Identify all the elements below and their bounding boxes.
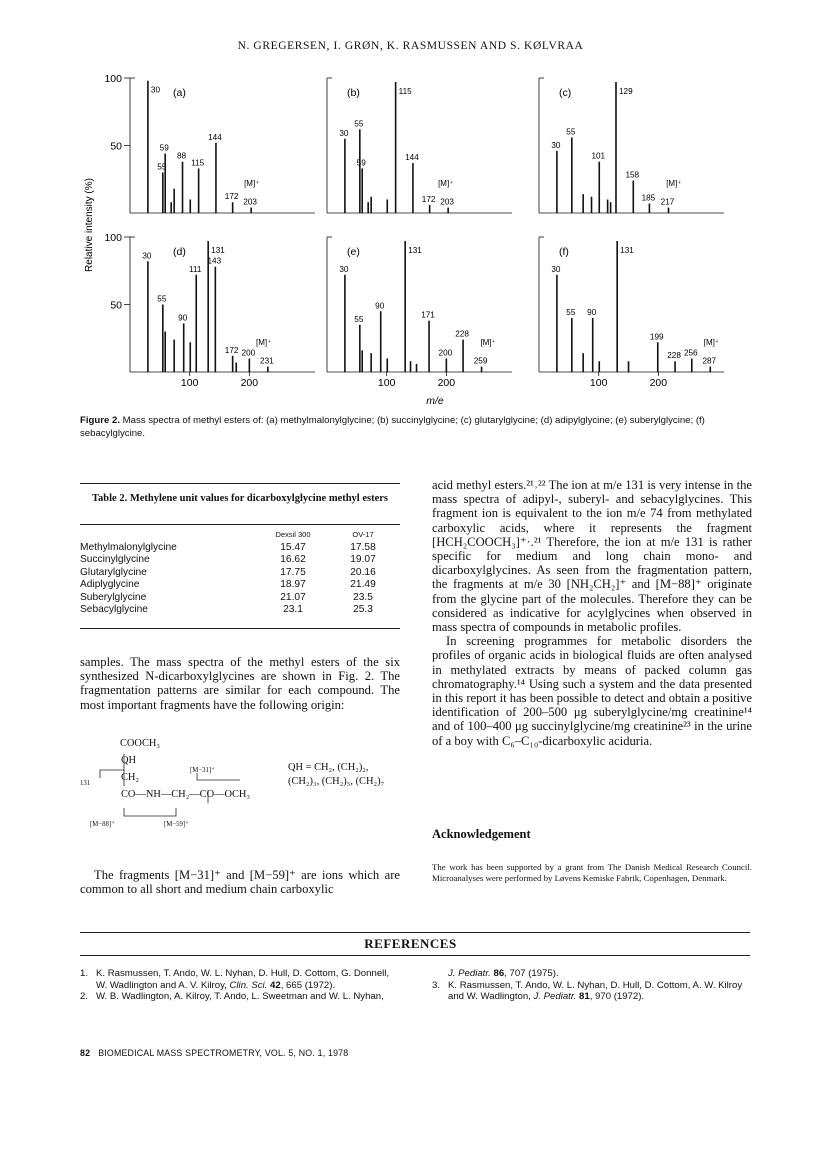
peak-label: 30 xyxy=(551,264,561,274)
table-row xyxy=(80,542,398,554)
y-tick-label: 50 xyxy=(110,299,122,312)
peak-label: 101 xyxy=(591,151,606,161)
dexsil-value: 16.62 xyxy=(280,554,306,566)
peak-label: 129 xyxy=(618,87,633,97)
peak-label: 55 xyxy=(354,119,364,129)
formula-label-m31: [M−31]⁺ xyxy=(190,767,215,774)
fragmentation-formula xyxy=(80,738,410,858)
table-col-ov17: OV-17 xyxy=(352,530,374,539)
molecular-ion-label: [M]⁺ xyxy=(480,338,496,347)
peak-label: 111 xyxy=(189,264,202,274)
peak-label: 90 xyxy=(587,308,597,317)
peak-label: 30 xyxy=(551,140,561,150)
peak-label: 172 xyxy=(224,192,239,202)
panel-id: (b) xyxy=(347,87,360,99)
peak-label: 256 xyxy=(683,348,698,358)
peak-label: 200 xyxy=(241,348,256,358)
refs-top-rule xyxy=(80,932,750,933)
peak-label: 203 xyxy=(243,197,257,207)
formula-cooch3: COOCH₃ xyxy=(120,738,160,749)
row-name: Sebacylglycine xyxy=(80,604,148,616)
x-tick-label: 200 xyxy=(240,377,259,389)
y-axis-label: Relative intensity (%) xyxy=(84,178,95,272)
running-header: N. GREGERSEN, I. GRØN, K. RASMUSSEN AND S. KØLVRAA xyxy=(237,40,584,52)
peak-label: 172 xyxy=(421,194,436,204)
peak-label: 203 xyxy=(440,197,454,207)
panel-id: (a) xyxy=(173,87,186,99)
peak-label: 90 xyxy=(375,301,385,311)
ov17-value: 21.49 xyxy=(350,579,376,591)
molecular-ion-label: [M]⁺ xyxy=(438,179,454,188)
peak-label: 59 xyxy=(159,143,169,153)
peak-label: 30 xyxy=(339,128,349,138)
table-top-rule xyxy=(80,483,400,484)
dexsil-value: 23.1 xyxy=(283,604,303,616)
table-row xyxy=(80,604,398,616)
references-left xyxy=(80,968,402,1003)
y-tick-label: 100 xyxy=(104,73,122,85)
table-row xyxy=(80,554,398,566)
table-row xyxy=(80,592,398,604)
peak-label: 55 xyxy=(354,314,364,324)
formula-label-m59: [M−59]⁺ xyxy=(164,821,189,828)
left-paragraph-1: samples. The mass spectra of the methyl esters of the six synthesized N-dicarboxylglycines are shown in Fig. 2. The fragmentation patterns are similar for each compound. The most important fragments have the following origin: xyxy=(80,655,400,712)
left-paragraph-2: The fragments [M−31]⁺ and [M−59]⁺ are ions which are common to all short and medium chain carboxylic xyxy=(80,868,400,897)
peak-label: 199 xyxy=(649,332,664,342)
peak-label: 90 xyxy=(178,313,188,323)
peak-label: 55 xyxy=(157,162,167,172)
figure-caption-label: Figure 2. xyxy=(80,415,120,426)
ov17-value: 19.07 xyxy=(350,554,376,566)
journal-name: BIOMEDICAL MASS SPECTROMETRY, VOL. 5, NO. 1, 1978 xyxy=(98,1048,349,1058)
reference-number: 3. xyxy=(432,979,441,991)
acknowledgement-text: The work has been supported by a grant from The Danish Medical Research Council. Microanalyses were performed by Løvens Kemiske Fabrik, Copenhagen, Denmark. xyxy=(432,862,752,883)
peak-label: 217 xyxy=(660,197,675,207)
peak-label: 115 xyxy=(398,87,412,97)
references-title: REFERENCES xyxy=(364,936,457,951)
formula-label-131: 131 xyxy=(80,780,91,787)
right-paragraph-2: In screening programmes for metabolic disorders the profiles of organic acids in biological fluids are often analysed in methylated extracts by means of packed column gas chromatography.¹⁴ Using such a system and the data presented in this report it has been possible to detect and obtain a positive identification of 200–500 μg suberylglycine/mg creatinine¹⁴ and of 100–400 μg succinylglycine/mg creatinine²³ in the urine of a boy with C₆–C₁₀-dicarboxylic aciduria. xyxy=(432,634,752,748)
panel-id: (e) xyxy=(347,246,360,258)
peak-label: 30 xyxy=(142,251,152,261)
dexsil-value: 21.07 xyxy=(280,591,306,603)
peak-label: 144 xyxy=(208,132,222,142)
references-right xyxy=(432,968,754,1003)
reference-item xyxy=(80,991,402,1003)
reference-pages: , 665 (1972). xyxy=(280,979,336,991)
left-column-text-2 xyxy=(80,868,400,896)
peak-label: 172 xyxy=(224,345,239,355)
x-axis-label: m/e xyxy=(426,395,444,407)
table-bottom-rule xyxy=(80,628,400,629)
peak-label: 158 xyxy=(625,170,640,180)
ov17-value: 25.3 xyxy=(353,604,373,616)
table-row xyxy=(80,567,398,579)
row-name: Succinylglycine xyxy=(80,554,150,566)
refs-bottom-rule xyxy=(80,955,750,956)
peak-label: 30 xyxy=(150,85,161,95)
formula-label-m88: [M−88]⁺ xyxy=(90,821,115,828)
peak-label: 131 xyxy=(620,246,634,256)
reference-pages: , 970 (1972). xyxy=(589,991,645,1003)
ov17-value: 23.5 xyxy=(353,591,373,603)
table-col-dexsil: Dexsil 300 xyxy=(275,530,311,539)
right-paragraph-1: acid methyl esters.²¹˒²² The ion at m/e 131 is very intense in the mass spectra of adipyl-, suberyl- and sebacylglycines. This fragment ion is equivalent to the ion m/e 74 from methylated carboxylic acids, where it represents the fragment [HCH₂COOCH₃]⁺·.²¹ Therefore, the ion at m/e 131 is rather specific for medium and long chain mono- and dicarboxylglycines. As seen from the fragmentation pattern, the fragments at m/e 30 [NH₂CH₂]⁺ and [M−88]⁺ originate from the glycine part of the molecules. Therefore they can be considered as indicative for acylglycines when observed in mass spectra of compounds in metabolic profiles. xyxy=(432,478,752,635)
ov17-value: 20.16 xyxy=(350,566,376,578)
row-name: Suberylglycine xyxy=(80,591,147,603)
reference-journal: Clin. Sci. xyxy=(229,979,268,991)
table-title: Table 2. Methylene unit values for dicarboxylglycine methyl esters xyxy=(91,493,389,504)
peak-label: 231 xyxy=(260,356,274,366)
figure-caption-text: Mass spectra of methyl esters of: (a) methylmalonylglycine; (b) succinylglycine; (c) glutarylglycine; (d) adipylglycine; (e) suberylglycine; (f) sebacylglycine. xyxy=(80,415,705,439)
panel-id: (c) xyxy=(559,87,572,99)
x-tick-label: 100 xyxy=(377,377,396,389)
peak-label: 143 xyxy=(207,256,222,266)
reference-authors: K. Rasmussen, T. Ando, W. L. Nyhan, D. Hull, D. Cottom, G. Donnell, W. Wadlington and A. V. Kilroy, xyxy=(96,968,390,991)
molecular-ion-label: [M]⁺ xyxy=(666,179,682,188)
formula-ch2: CH₂ xyxy=(121,772,140,783)
peak-label: 131 xyxy=(408,246,422,256)
dexsil-value: 15.47 xyxy=(280,542,306,553)
acknowledgement-title: Acknowledgement xyxy=(432,827,531,841)
peak-label: 59 xyxy=(356,158,366,168)
x-tick-label: 100 xyxy=(180,377,199,389)
peak-label: 228 xyxy=(455,329,469,339)
left-column-text xyxy=(80,655,400,712)
formula-chain: CO—NH—CH₂—CO—OCH₃ xyxy=(121,789,251,800)
reference-item xyxy=(432,980,754,1003)
peak-label: 55 xyxy=(566,308,576,317)
reference-volume: 86 xyxy=(490,968,505,979)
peak-label: 144 xyxy=(405,153,419,163)
x-tick-label: 200 xyxy=(649,377,668,389)
reference-number: 2. xyxy=(80,991,89,1003)
panel-id: (d) xyxy=(173,246,186,258)
table-head-rule xyxy=(80,524,400,525)
y-tick-label: 50 xyxy=(110,140,122,153)
peak-label: 88 xyxy=(176,151,187,161)
reference-continuation xyxy=(432,968,754,980)
reference-authors: W. B. Wadlington, A. Kilroy, T. Ando, L. Sweetman and W. L. Nyhan, xyxy=(96,991,384,1003)
formula-bracket-lines xyxy=(80,738,280,838)
reference-pages: , 707 (1975). xyxy=(504,968,559,979)
reference-journal: J. Pediatr. xyxy=(533,991,577,1003)
table-row xyxy=(80,579,398,591)
row-name: Glutarylglycine xyxy=(80,566,147,578)
peak-label: 171 xyxy=(421,310,435,320)
x-tick-label: 100 xyxy=(589,377,608,389)
right-column-text xyxy=(432,478,752,748)
molecular-ion-label: [M]⁺ xyxy=(256,338,272,347)
page-footer xyxy=(80,1048,348,1058)
molecular-ion-label: [M]⁺ xyxy=(703,338,720,347)
dexsil-value: 17.75 xyxy=(280,566,306,578)
dexsil-value: 18.97 xyxy=(280,579,306,591)
reference-number: 1. xyxy=(80,968,89,979)
peak-label: 287 xyxy=(702,356,717,366)
row-name: Adiplyglycine xyxy=(80,579,140,591)
figure-caption xyxy=(80,415,750,440)
page-number: 82 xyxy=(80,1048,91,1058)
reference-volume: 81 xyxy=(576,991,590,1003)
molecular-ion-label: [M]⁺ xyxy=(244,179,260,188)
reference-item xyxy=(80,968,402,991)
reference-authors: K. Rasmussen, T. Ando, W. L. Nyhan, D. Hull, D. Cottom, A. W. Kilroy and W. Wadlington, xyxy=(448,979,743,1003)
y-tick-label: 100 xyxy=(104,232,122,244)
peak-label: 228 xyxy=(667,351,681,361)
peak-label: 200 xyxy=(438,348,453,358)
mass-spectra-figure xyxy=(0,0,821,410)
panel-id: (f) xyxy=(559,246,569,258)
row-name: Methylmalonylglycine xyxy=(80,542,177,553)
reference-volume: 42 xyxy=(267,979,281,991)
peak-label: 259 xyxy=(473,356,488,366)
formula-qh: QH xyxy=(121,755,137,766)
ov17-value: 17.58 xyxy=(350,542,376,553)
formula-q-definition-1: QH = CH₂, (CH₂)₂, xyxy=(288,762,369,773)
peak-label: 30 xyxy=(339,264,349,274)
methylene-unit-table xyxy=(80,530,398,616)
peak-label: 55 xyxy=(157,294,167,304)
reference-journal: J. Pediatr. xyxy=(448,968,491,979)
peak-label: 185 xyxy=(641,193,656,203)
x-tick-label: 200 xyxy=(437,377,456,389)
peak-label: 55 xyxy=(566,127,576,137)
peak-label: 115 xyxy=(191,158,205,168)
peak-label: 131 xyxy=(211,246,225,256)
formula-q-definition-2: (CH₂)₃, (CH₂)₅, (CH₂)₇ xyxy=(288,776,385,787)
